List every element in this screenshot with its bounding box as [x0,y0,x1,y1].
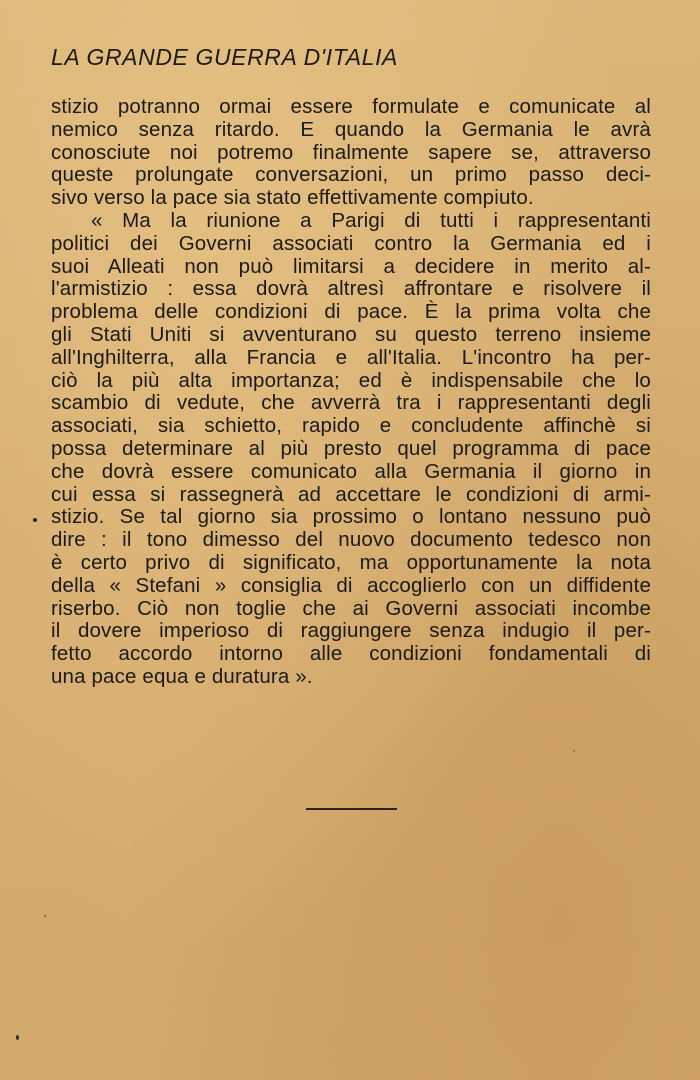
print-speck [573,750,575,752]
text-line: associati, sia schietto, rapido e concludente affinchè si [51,414,651,438]
text-line: il dovere imperioso di raggiungere senza indugio il per- [51,619,651,643]
text-line: possa determinare al più presto quel programma di pace [51,436,651,460]
print-speck [44,915,46,917]
print-speck [16,1035,19,1040]
text-line: che dovrà essere comunicato alla Germania il giorno in [51,459,651,483]
running-head: LA GRANDE GUERRA D'ITALIA [51,44,398,70]
body-text [51,96,651,689]
text-line: stizio potranno ormai essere formulate e comunicate al [51,95,651,118]
text-line: sivo verso la pace sia stato effettivamente compiuto. [51,186,534,210]
text-line: ciò la più alta importanza; ed è indispensabile che lo [51,368,651,392]
text-line: dire : il tono dimesso del nuovo documento tedesco non [51,528,651,552]
text-line: « Ma la riunione a Parigi di tutti i rappresentanti [91,208,651,232]
text-line: nemico senza ritardo. E quando la Germania le avrà [51,117,651,141]
section-divider-rule [306,808,397,810]
text-line: fetto accordo intorno alle condizioni fondamentali di [51,642,651,666]
text-line: l'armistizio : essa dovrà altresì affrontare e risolvere il [51,277,651,301]
text-line: gli Stati Uniti si avventurano su questo terreno insieme [51,322,651,346]
text-line: suoi Alleati non può limitarsi a decidere in merito al- [51,254,651,278]
text-line: queste prolungate conversazioni, un primo passo deci- [51,163,651,187]
text-line: una pace equa e duratura ». [51,664,313,688]
text-line: cui essa si rassegnerà ad accettare le condizioni di armi- [51,482,651,506]
text-line: della « Stefani » consiglia di accoglierlo con un diffidente [51,573,651,597]
text-line: problema delle condizioni di pace. È la prima volta che [51,300,651,324]
text-line: stizio. Se tal giorno sia prossimo o lontano nessuno può [51,505,651,529]
text-line: all'Inghilterra, alla Francia e all'Italia. L'incontro ha per- [51,345,651,369]
text-line: politici dei Governi associati contro la Germania ed i [51,231,651,255]
text-line: conosciute noi potremo finalmente sapere se, attraverso [51,140,651,164]
print-speck [33,518,37,522]
text-line: riserbo. Ciò non toglie che ai Governi associati incombe [51,596,651,620]
text-line: scambio di vedute, che avverrà tra i rappresentanti degli [51,391,651,415]
text-line: è certo privo di significato, ma opportunamente la nota [51,550,651,574]
